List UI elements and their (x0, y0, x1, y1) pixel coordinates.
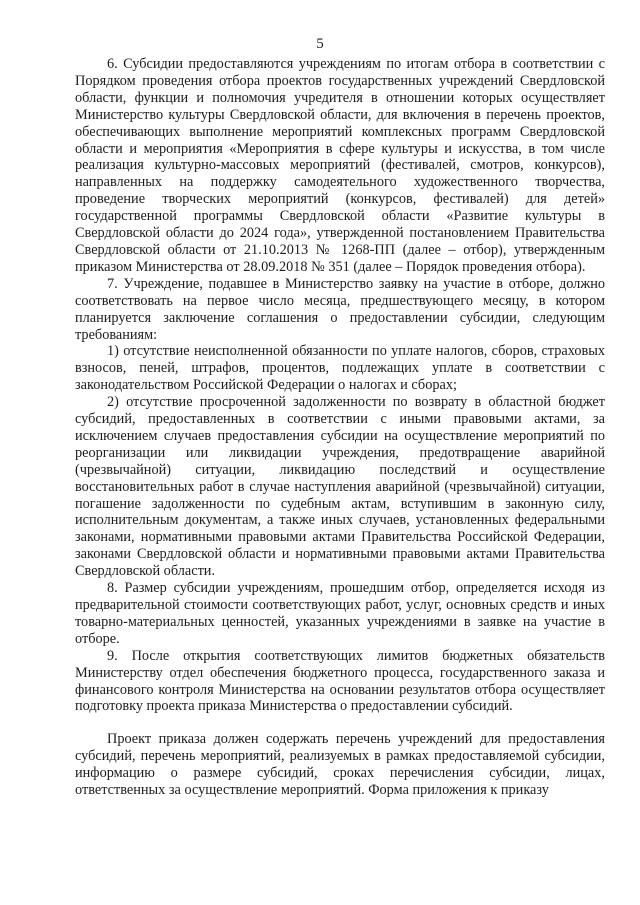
paragraph-order-draft: Проект приказа должен содержать перечень учреждений для предоставления субсидий, перечень мероприятий, реализуемых в рамках предоставляемой субсидии, информацию о размере субсидий, сроках перечисления субсидии, лицах, ответственных за осуществление мероприятий. Форма приложения к приказу (75, 731, 605, 799)
page-number: 5 (316, 36, 324, 52)
paragraph-7: 7. Учреждение, подавшее в Министерство заявку на участие в отборе, должно соответствовать на первое число месяца, предшествующего месяцу, в котором планируется заключение соглашения о предоставлении субсидии, следующим требованиям: (75, 275, 605, 343)
document-body (75, 56, 605, 799)
paragraph-7-item-1: 1) отсутствие неисполненной обязанности по уплате налогов, сборов, страховых взносов, пеней, штрафов, процентов, подлежащих уплате в соответствии с законодательством Российской Федерации о налогах и сборах; (75, 343, 605, 394)
paragraph-7-item-2: 2) отсутствие просроченной задолженности по возврату в областной бюджет субсидий, предоставленных в соответствии с иными правовыми актами, за исключением случаев предоставления субсидии на осуществление мероприятий по реорганизации или ликвидации учреждения, предотвращение аварийной (чрезвычайной) ситуации, ликвидацию последствий и осуществление восстановительных работ в случае наступления аварийной (чрезвычайной) ситуации, погашение задолженности по судебным актам, вступившим в законную силу, исполнительным документам, а также иных случаев, установленных федеральными законами, нормативными правовыми актами Правительства Российской Федерации, законами Свердловской области и нормативными правовыми актами Правительства Свердловской области. (75, 394, 605, 580)
paragraph-8: 8. Размер субсидии учреждениям, прошедшим отбор, определяется исходя из предварительной стоимости соответствующих работ, услуг, основных средств и иных товарно-материальных ценностей, указанных учреждениями в заявке на участие в отборе. (75, 580, 605, 647)
paragraph-9: 9. После открытия соответствующих лимитов бюджетных обязательств Министерству отдел обеспечения бюджетного процесса, государственного заказа и финансового контроля Министерства на основании результатов отбора осуществляет подготовку проекта приказа Министерства о предоставлении субсидий. (75, 647, 605, 715)
paragraph-6: 6. Субсидии предоставляются учреждениям по итогам отбора в соответствии с Порядком проведения отбора проектов государственных учреждений Свердловской области, функции и полномочия учредителя в отношении которых осуществляет Министерство культуры Свердловской области, для включения в перечень проектов, обеспечивающих выполнение мероприятий комплексных программ Свердловской области и мероприятия «Мероприятия в сфере культуры и искусства, в том числе реализация культурно-массовых мероприятий (фестивалей, смотров, конкурсов), направленных на поддержку самодеятельного художественного творчества, проведение творческих мероприятий (конкурсов, фестивалей) для детей» государственной программы Свердловской области «Развитие культуры в Свердловской области до 2024 года», утвержденной постановлением Правительства Свердловской области от 21.10.2013 № 1268-ПП (далее – отбор), утвержденным приказом Министерства от 28.09.2018 № 351 (далее – Порядок проведения отбора). (75, 56, 605, 275)
